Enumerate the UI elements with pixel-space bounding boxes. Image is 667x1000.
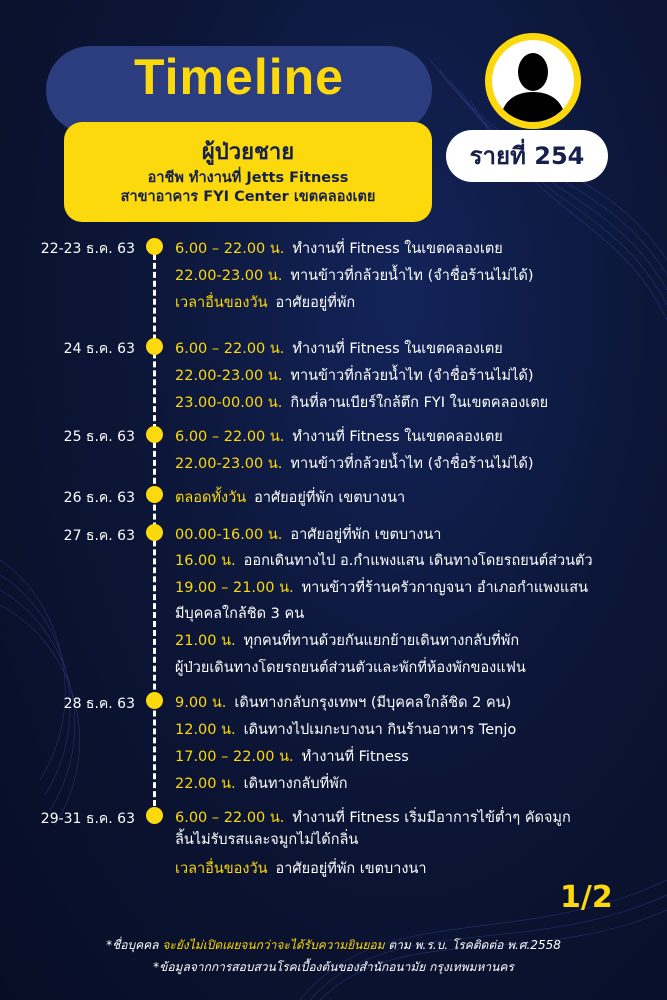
- entry-text: อาศัยอยู่ที่พัก: [275, 295, 356, 311]
- entry-text: อาศัยอยู่ที่พัก เขตบางนา: [275, 861, 427, 877]
- timeline-entry: [175, 452, 533, 475]
- entry-text: เดินทางไปเมกะบางนา กินร้านอาหาร Tenjo: [243, 722, 517, 738]
- entry-time: 9.00 น.: [175, 695, 227, 711]
- timeline-dot: [146, 486, 163, 503]
- timeline-dot: [146, 807, 163, 824]
- footer-text: *ชื่อบุคคล: [106, 938, 159, 952]
- timeline-date: 27 ธ.ค. 63: [63, 528, 135, 544]
- timeline-dot: [146, 524, 163, 541]
- entry-text: ทำงานที่ Fitness: [301, 749, 409, 765]
- page-title: Timeline: [134, 49, 344, 105]
- timeline-entry: [175, 237, 503, 260]
- footer-note-source: *ข้อมูลจากการสอบสวนโรคเบื้องต้นของสำนักอนามัย กรุงเทพมหานคร: [153, 960, 514, 974]
- entry-time: 22.00 น.: [175, 776, 236, 792]
- entry-time: เวลาอื่นของวัน: [175, 861, 268, 877]
- timeline-entry: [175, 264, 533, 287]
- entry-text: ทำงานที่ Fitness เริ่มมีอาการไข้ต่ำๆ คัดจมูก: [292, 810, 571, 826]
- timeline-entry: [175, 772, 348, 795]
- timeline-entry: [175, 857, 427, 880]
- timeline-date: 26 ธ.ค. 63: [63, 490, 135, 506]
- entry-text: ทานข้าวที่ร้านครัวกาญจนา อำเภอกำแพงแสน: [301, 580, 588, 596]
- entry-time: 19.00 – 21.00 น.: [175, 580, 294, 596]
- patient-info-box: [64, 122, 432, 222]
- entry-text: อาศัยอยู่ที่พัก เขตบางนา: [254, 490, 406, 506]
- footer-note-consent: [0, 936, 667, 955]
- timeline-entry: [175, 828, 358, 851]
- timeline-dot: [146, 426, 163, 443]
- timeline-entry: [175, 425, 503, 448]
- entry-text: ทานข้าวที่กล้วยน้ำไท (จำชื่อร้านไม่ได้): [290, 368, 534, 384]
- timeline-entry: [175, 364, 533, 387]
- timeline-entry: [175, 656, 526, 679]
- page-indicator: 1/2: [560, 880, 613, 915]
- timeline-entry: [175, 291, 355, 314]
- timeline-date: 22-23 ธ.ค. 63: [40, 241, 135, 257]
- timeline-entry: [175, 745, 409, 768]
- timeline-entry: [175, 629, 519, 652]
- timeline-date: 25 ธ.ค. 63: [63, 429, 135, 445]
- timeline-entry: [175, 337, 503, 360]
- entry-time: 22.00-23.00 น.: [175, 268, 283, 284]
- timeline-entry: [175, 602, 304, 625]
- branch-text: สาขาอาคาร FYI Center เขตคลองเตย: [120, 189, 376, 205]
- entry-text: ทานข้าวที่กล้วยน้ำไท (จำชื่อร้านไม่ได้): [290, 268, 534, 284]
- entry-text: ลิ้นไม่รับรสและจมูกไม่ได้กลิ่น: [175, 832, 359, 848]
- entry-time: 17.00 – 22.00 น.: [175, 749, 294, 765]
- entry-text: เดินทางกลับที่พัก: [243, 776, 348, 792]
- entry-time: 21.00 น.: [175, 633, 236, 649]
- entry-text: กินที่ลานเบียร์ใกล้ตึก FYI ในเขตคลองเตย: [290, 395, 549, 411]
- entry-text: เดินทางกลับกรุงเทพฯ (มีบุคคลใกล้ชิด 2 คน): [234, 695, 512, 711]
- person-silhouette-icon: [492, 40, 574, 122]
- entry-time: 6.00 – 22.00 น.: [175, 429, 285, 445]
- timeline-dot: [146, 238, 163, 255]
- timeline-date: 28 ธ.ค. 63: [63, 696, 135, 712]
- timeline-entry: [175, 391, 548, 414]
- timeline-date: 29-31 ธ.ค. 63: [40, 811, 135, 827]
- timeline-dot: [146, 338, 163, 355]
- timeline-date: 24 ธ.ค. 63: [63, 341, 135, 357]
- timeline-entry: [175, 549, 593, 572]
- timeline-entry: [175, 486, 405, 509]
- entry-text: ทุกคนที่ทานด้วยกันแยกย้ายเดินทางกลับที่พัก: [243, 633, 520, 649]
- occupation-text: อาชีพ ทำงานที่ Jetts Fitness: [147, 170, 349, 186]
- entry-text: ออกเดินทางไป อ.กำแพงแสน เดินทางโดยรถยนต์ส่วนตัว: [243, 553, 593, 569]
- timeline-dot: [146, 692, 163, 709]
- entry-time: 12.00 น.: [175, 722, 236, 738]
- timeline-entry: [175, 523, 441, 546]
- entry-time: 16.00 น.: [175, 553, 236, 569]
- entry-text: ทานข้าวที่กล้วยน้ำไท (จำชื่อร้านไม่ได้): [290, 456, 534, 472]
- entry-time: 22.00-23.00 น.: [175, 368, 283, 384]
- case-number-badge: รายที่ 254: [446, 130, 608, 182]
- entry-text: มีบุคคลใกล้ชิด 3 คน: [175, 606, 305, 622]
- entry-time: เวลาอื่นของวัน: [175, 295, 268, 311]
- avatar: [485, 33, 581, 129]
- entry-text: ผู้ป่วยเดินทางโดยรถยนต์ส่วนตัวและพักที่ห้องพักของแฟน: [175, 660, 526, 676]
- entry-time: 00.00-16.00 น.: [175, 527, 283, 543]
- entry-text: ทำงานที่ Fitness ในเขตคลองเตย: [292, 341, 503, 357]
- entry-time: ตลอดทั้งวัน: [175, 490, 247, 506]
- entry-time: 22.00-23.00 น.: [175, 456, 283, 472]
- entry-text: ทำงานที่ Fitness ในเขตคลองเตย: [292, 241, 503, 257]
- entry-time: 23.00-00.00 น.: [175, 395, 283, 411]
- entry-text: ทำงานที่ Fitness ในเขตคลองเตย: [292, 429, 503, 445]
- footer-highlight: จะยังไม่เปิดเผยจนกว่าจะได้รับความยินยอม: [162, 938, 385, 952]
- timeline-entry: [175, 718, 516, 741]
- timeline-entry: [175, 806, 571, 829]
- footer-text: ตาม พ.ร.บ. โรคติดต่อ พ.ศ.2558: [388, 938, 561, 952]
- patient-label: ผู้ป่วยชาย: [201, 140, 295, 165]
- timeline-entry: [175, 691, 511, 714]
- entry-time: 6.00 – 22.00 น.: [175, 241, 285, 257]
- entry-time: 6.00 – 22.00 น.: [175, 341, 285, 357]
- timeline-entry: [175, 576, 588, 599]
- entry-text: อาศัยอยู่ที่พัก เขตบางนา: [290, 527, 442, 543]
- entry-time: 6.00 – 22.00 น.: [175, 810, 285, 826]
